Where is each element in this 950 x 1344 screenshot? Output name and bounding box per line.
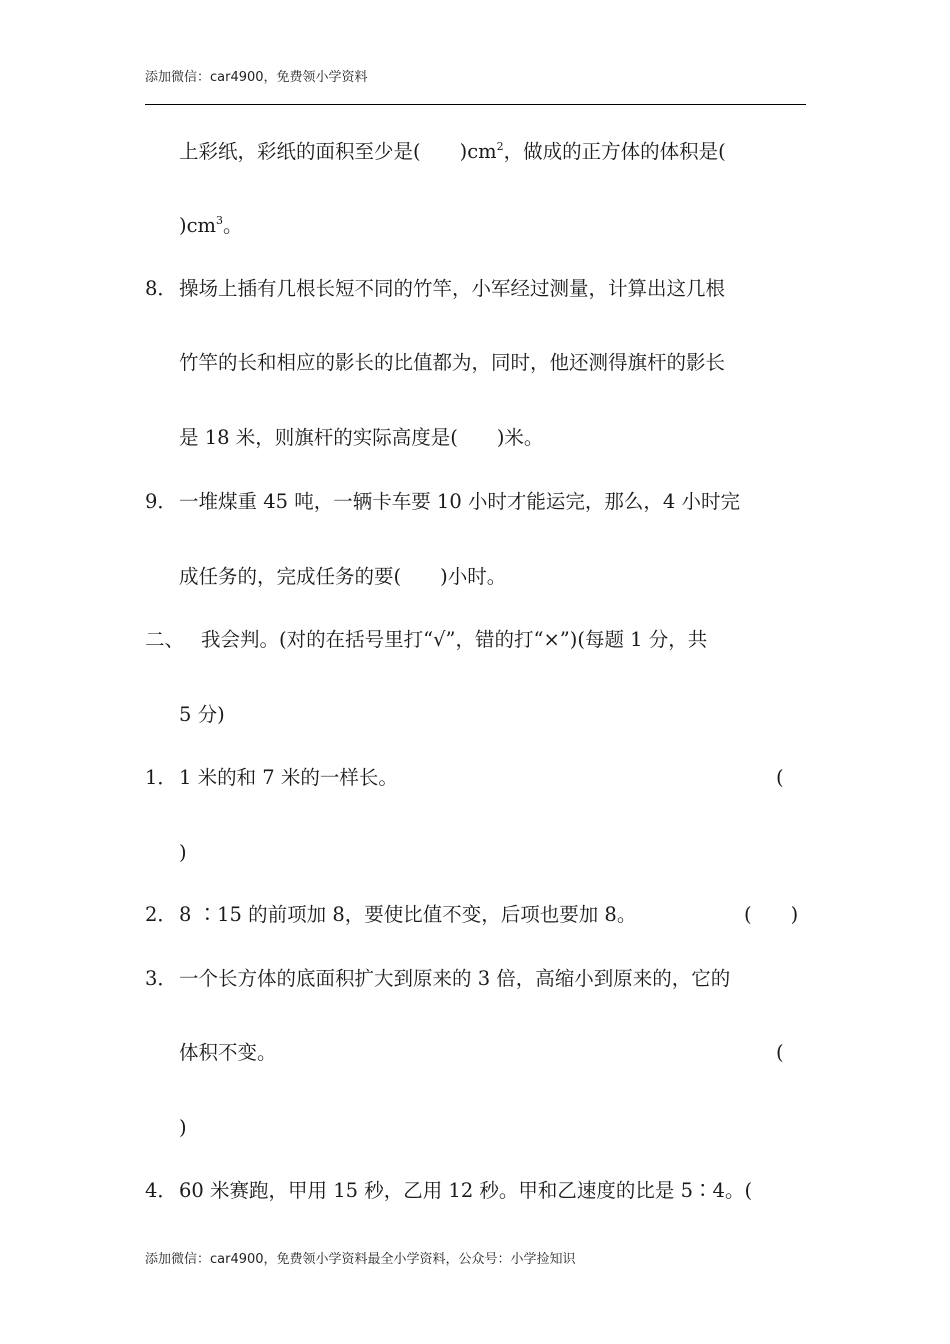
q8-line-2: 竹竿的长和相应的影长的比值都为，同时，他还测得旗杆的影长 [179,351,726,374]
q7-unit-power: 2 [496,140,504,153]
judge-2-number: 2． [145,903,177,926]
q8-line-3: 是 18 米，则旗杆的实际高度是( )米。 [179,426,544,449]
q7-unit-power-2: 3 [216,214,224,227]
section-2-number: 二、 [145,628,185,651]
section-2-title: 我会判。(对的在括号里打“√”，错的打“×”)(每题 1 分，共 [201,628,708,651]
judge-2-text: 8 ∶15 的前项加 8，要使比值不变，后项也要加 8。 [179,903,637,926]
q8-number: 8． [145,277,177,300]
judge-1-bracket-close: ) [179,841,187,864]
q9-line-2: 成任务的，完成任务的要( )小时。 [179,565,507,588]
q7-line-1 [179,141,726,162]
judge-3-line-1: 一个长方体的底面积扩大到原来的 3 倍，高缩小到原来的，它的 [179,967,731,990]
page-header: 添加微信：car4900，免费领小学资料 [145,70,368,85]
q7-line-1-text: 上彩纸，彩纸的面积至少是( )cm [179,140,497,163]
judge-1-text: 1 米的和 7 米的一样长。 [179,766,398,789]
page-footer: 添加微信：car4900，免费领小学资料最全小学资料，公众号：小学捡知识 [145,1252,576,1267]
judge-1-bracket-open: ( [776,766,784,789]
judge-3-bracket-close: ) [179,1116,187,1139]
header-rule [145,104,806,105]
q9-number: 9． [145,490,177,513]
q7-line-2 [179,215,243,236]
judge-1-number: 1． [145,766,177,789]
judge-3-number: 3． [145,967,177,990]
judge-2-bracket: ( ) [744,903,799,926]
q8-line-1: 操场上插有几根长短不同的竹竿，小军经过测量，计算出这几根 [179,277,726,300]
section-2-title-cont: 5 分) [179,703,225,726]
q7-line-2-tail: 。 [223,214,243,237]
judge-4-number: 4． [145,1179,177,1202]
q9-line-1: 一堆煤重 45 吨，一辆卡车要 10 小时才能运完，那么，4 小时完 [179,490,741,513]
q7-line-2-text: )cm [179,214,217,237]
judge-3-line-2: 体积不变。 [179,1041,277,1064]
judge-3-bracket-open: ( [776,1041,784,1064]
q7-line-1-tail: ，做成的正方体的体积是( [503,140,726,163]
judge-4-text: 60 米赛跑，甲用 15 秒，乙用 12 秒。甲和乙速度的比是 5∶4。( [179,1179,753,1202]
